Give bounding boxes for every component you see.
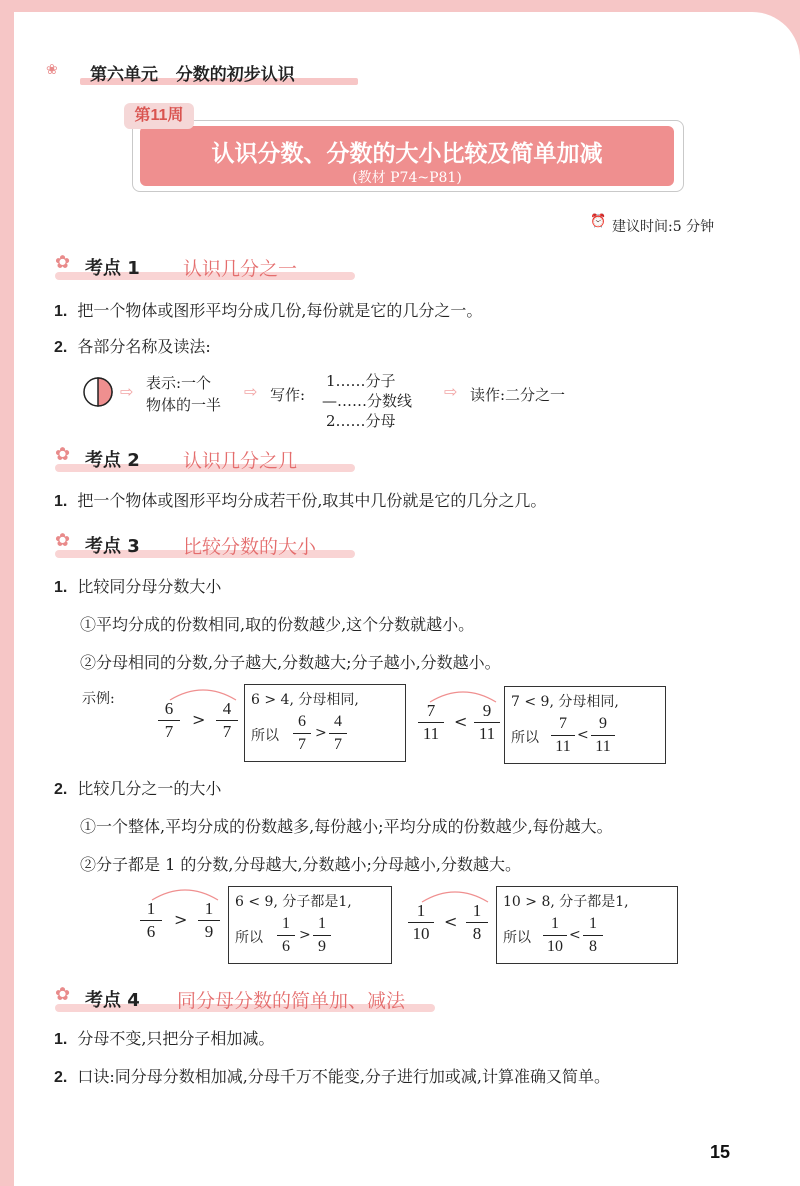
section-label: 考点 4 <box>85 990 140 1011</box>
s4-item-2: 2. 口诀:同分母分数相加减,分母千万不能变,分子进行加或减,计算准确又简单。 <box>54 1067 610 1086</box>
fraction-b: $\frac{1}{9}$ <box>313 913 331 958</box>
s3-comparison-rule-2: ②分母相同的分数,分子越大,分数越大;分子越小,分数越小。 <box>80 653 501 672</box>
compare-sign: < <box>454 712 468 731</box>
arrow-icon: ⇨ <box>120 382 134 401</box>
s4-item-1: 1. 分母不变,只把分子相加减。 <box>54 1029 275 1048</box>
explanation-line: 10 > 8, 分子都是1, <box>503 894 629 910</box>
explanation-box <box>244 684 406 762</box>
fraction-b: $\frac{9}{11}$ <box>474 700 500 745</box>
s3-item-1: 1. 比较同分母分数大小 <box>54 577 222 596</box>
compare-sign: > <box>299 927 311 943</box>
section-label: 考点 1 <box>85 258 140 279</box>
section-label: 考点 2 <box>85 450 140 471</box>
so-label: 所以 <box>503 930 531 946</box>
compare-sign: > <box>315 725 327 741</box>
fraction-b: $\frac{4}{7}$ <box>216 698 238 743</box>
s3-item-2: 2. 比较几分之一的大小 <box>54 779 222 798</box>
diagram-fraction-line: —……分数线 <box>322 392 413 410</box>
section-title: 认识几分之一 <box>183 258 298 280</box>
flower-icon: ✿ <box>55 984 71 1005</box>
s3-comparison-rule-4: ②分子都是 1 的分数,分母越大,分数越小;分母越小,分数越大。 <box>80 855 522 874</box>
week-badge: 第11周 <box>124 103 194 129</box>
compare-sign: > <box>174 910 188 929</box>
explanation-line: 7 < 9, 分母相同, <box>511 694 619 710</box>
diagram-read: 读作:二分之一 <box>470 386 566 404</box>
fraction-a: $\frac{7}{11}$ <box>551 713 575 758</box>
textbook-pages: (教材 P74~P81) <box>352 170 462 186</box>
flower-icon: ✿ <box>55 530 71 551</box>
fraction-a: $\frac{7}{11}$ <box>418 700 444 745</box>
explanation-box <box>504 686 666 764</box>
explanation-line: 6 < 9, 分子都是1, <box>235 894 352 910</box>
compare-sign: < <box>569 927 581 943</box>
fraction-a: $\frac{1}{6}$ <box>140 898 162 943</box>
lesson-title: 认识分数、分数的大小比较及简单加减 <box>211 141 603 167</box>
diagram-show-2: 物体的一半 <box>146 396 222 414</box>
s2-item-1: 1. 把一个物体或图形平均分成若干份,取其中几份就是它的几分之几。 <box>54 491 547 510</box>
diagram-denominator: 2……分母 <box>326 412 396 430</box>
arrow-icon: ⇨ <box>444 382 458 401</box>
fraction-b: $\frac{4}{7}$ <box>329 711 347 756</box>
explanation-box <box>496 886 678 964</box>
explanation-line: 6 > 4, 分母相同, <box>251 692 359 708</box>
half-circle-icon <box>82 376 114 408</box>
s1-item-1: 1. 把一个物体或图形平均分成几份,每份就是它的几分之一。 <box>54 301 483 320</box>
so-label: 所以 <box>251 728 279 744</box>
so-label: 所以 <box>511 730 539 746</box>
so-label: 所以 <box>235 930 263 946</box>
section-title: 同分母分数的简单加、减法 <box>177 990 406 1012</box>
fraction-b: $\frac{1}{8}$ <box>466 900 488 945</box>
unit-icon: ❀ <box>46 62 58 78</box>
fraction-a: $\frac{1}{10}$ <box>408 900 434 945</box>
fraction-b: $\frac{1}{9}$ <box>198 898 220 943</box>
compare-sign: > <box>192 710 206 729</box>
diagram-write: 写作: <box>270 386 306 404</box>
fraction-b: $\frac{9}{11}$ <box>591 713 615 758</box>
fraction-a: $\frac{1}{10}$ <box>543 913 567 958</box>
arrow-icon: ⇨ <box>244 382 258 401</box>
example-label: 示例: <box>82 691 115 707</box>
fraction-a: $\frac{6}{7}$ <box>293 711 311 756</box>
compare-sign: < <box>444 912 458 931</box>
section-title: 比较分数的大小 <box>183 536 317 558</box>
explanation-box <box>228 886 392 964</box>
s1-item-2: 2. 各部分名称及读法: <box>54 337 211 356</box>
fraction-b: $\frac{1}{8}$ <box>583 913 603 958</box>
section-label: 考点 3 <box>85 536 140 557</box>
section-title: 认识几分之几 <box>183 450 298 472</box>
s3-comparison-rule-3: ①一个整体,平均分成的份数越多,每份越小;平均分成的份数越少,每份越大。 <box>80 817 613 836</box>
diagram-numerator: 1……分子 <box>326 372 396 390</box>
diagram-show-1: 表示:一个 <box>146 374 212 392</box>
unit-title: 第六单元 分数的初步认识 <box>90 65 295 85</box>
clock-icon: ⏰ <box>590 214 607 229</box>
suggested-time: 建议时间:5 分钟 <box>612 219 715 235</box>
compare-sign: < <box>577 727 589 743</box>
fraction-a: $\frac{1}{6}$ <box>277 913 295 958</box>
s3-comparison-rule-1: ①平均分成的份数相同,取的份数越少,这个分数就越小。 <box>80 615 475 634</box>
flower-icon: ✿ <box>55 444 71 465</box>
page-number: 15 <box>709 1142 730 1162</box>
fraction-a: $\frac{6}{7}$ <box>158 698 180 743</box>
flower-icon: ✿ <box>55 252 71 273</box>
